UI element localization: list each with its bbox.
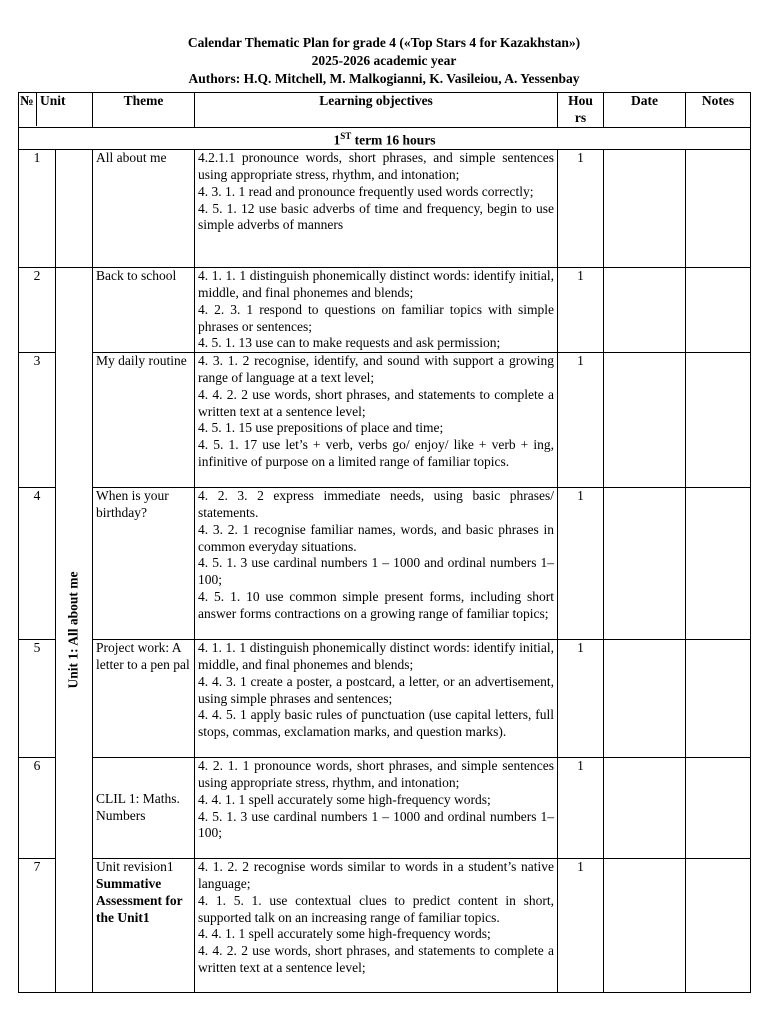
theme-cell [93,758,195,859]
notes-cell[interactable] [686,859,751,993]
theme-text: CLIL 1: Maths. Numbers [96,791,180,824]
hours-cell: 1 [558,859,604,993]
row-number: 5 [19,640,56,758]
objective-item: 4. 2. 1. 1 pronounce words, short phrases, and simple sentences using appropriate stress, rhythm, and intonation; [198,758,555,791]
date-column-header: Date [604,93,686,128]
objective-item: 4. 1. 1. 1 distinguish phonemically distinct words: identify initial, middle, and final phonemes and blends; [198,268,555,301]
theme-assessment-label: Summative Assessment for the Unit1 [96,876,183,925]
theme-text: Unit revision1 [96,859,174,875]
term-heading: 1ST term 16 hours [19,128,751,150]
table-row [19,488,751,640]
objectives-cell [195,859,558,993]
date-cell[interactable] [604,640,686,758]
table-row [19,150,751,268]
objectives-cell [195,150,558,268]
hours-cell: 1 [558,488,604,640]
objectives-column-header: Learning objectives [195,93,558,128]
theme-cell [93,353,195,488]
objective-item: 4. 4. 1. 1 spell accurately some high-frequency words; [198,791,491,807]
unit-column-header: Unit [40,93,66,108]
hours-cell: 1 [558,268,604,353]
unit-cell-empty [56,150,93,268]
objective-item: 4.2.1.1 pronounce words, short phrases, and simple sentences using appropriate stress, rhythm, and intonation; [198,150,555,183]
notes-cell[interactable] [686,268,751,353]
date-cell[interactable] [604,150,686,268]
theme-cell [93,488,195,640]
objectives-cell [195,758,558,859]
objective-item: 4. 2. 3. 1 respond to questions on familiar topics with simple phrases or sentences; [198,301,555,334]
num-column-header: № [19,93,37,126]
objective-item: 4. 3. 2. 1 recognise familiar names, words, and basic phrases in common everyday situations. [198,521,555,554]
notes-cell[interactable] [686,150,751,268]
authors-line: Authors: H.Q. Mitchell, M. Malkogianni, K. Vasileiou, A. Yessenbay [188,71,580,86]
objective-item: 4. 5. 1. 15 use prepositions of place and time; [198,420,444,436]
unit-cell [56,268,93,993]
thematic-plan-table [18,92,751,993]
objective-item: 4. 1. 5. 1. use contextual clues to predict content in short, supported talk on an increasing range of familiar topics. [198,892,555,925]
objectives-cell [195,353,558,488]
theme-cell [93,640,195,758]
notes-cell[interactable] [686,353,751,488]
unit-label: Unit 1: All about me [65,571,81,689]
objective-item: 4. 4. 2. 2 use words, short phrases, and statements to complete a written text at a sentence level; [198,943,555,976]
notes-cell[interactable] [686,488,751,640]
theme-text: When is your birthday? [96,488,169,521]
objectives-cell [195,640,558,758]
row-number: 6 [19,758,56,859]
theme-text: Back to school [96,268,177,284]
academic-year: 2025-2026 academic year [311,53,457,68]
theme-text: My daily routine [96,353,187,369]
objectives-cell [195,488,558,640]
num-unit-header [19,93,93,128]
objective-item: 4. 2. 3. 2 express immediate needs, using basic phrases/ statements. [198,488,555,521]
theme-text: Project work: A letter to a pen pal [96,640,190,673]
date-cell[interactable] [604,353,686,488]
objective-item: 4. 3. 1. 2 recognise, identify, and sound with support a growing range of language at a text level; [198,353,555,386]
table-row [19,758,751,859]
table-row [19,268,751,353]
objective-item: 4. 4. 3. 1 create a poster, a postcard, a letter, or an advertisement, using simple phrases and sentences; [198,673,555,706]
objective-item: 4. 5. 1. 12 use basic adverbs of time and frequency, begin to use simple adverbs of manners [198,200,555,233]
objective-item: 4. 5. 1. 10 use common simple present forms, including short answer forms contractions on a growing range of familiar topics; [198,589,555,621]
date-cell[interactable] [604,268,686,353]
date-cell[interactable] [604,488,686,640]
objective-item: 4. 4. 2. 2 use words, short phrases, and statements to complete a written text at a sentence level; [198,386,555,419]
notes-cell[interactable] [686,758,751,859]
theme-cell [93,268,195,353]
objective-item: 4. 5. 1. 13 use can to make requests and ask permission; [198,335,501,351]
row-number: 7 [19,859,56,993]
row-number: 4 [19,488,56,640]
objective-item: 4. 4. 5. 1 apply basic rules of punctuation (use capital letters, full stops, commas, exclamation marks, and question marks). [198,707,555,740]
objective-item: 4. 1. 1. 1 distinguish phonemically distinct words: identify initial, middle, and final phonemes and blends; [198,640,555,673]
hours-cell: 1 [558,150,604,268]
theme-text: All about me [96,150,167,166]
objective-item: 4. 5. 1. 3 use cardinal numbers 1 – 1000 and ordinal numbers 1– 100; [198,808,555,841]
objective-item: 4. 4. 1. 1 spell accurately some high-frequency words; [198,926,491,942]
objective-item: 4. 1. 2. 2 recognise words similar to words in a student’s native language; [198,859,555,892]
hours-column-header: Hou rs [558,93,604,128]
objective-item: 4. 3. 1. 1 read and pronounce frequently used words correctly; [198,183,534,199]
hours-cell: 1 [558,353,604,488]
objective-item: 4. 5. 1. 17 use let’s + verb, verbs go/ enjoy/ like + verb + ing, infinitive of purpose on a limited range of familiar topics. [198,437,555,470]
objective-item: 4. 5. 1. 3 use cardinal numbers 1 – 1000 and ordinal numbers 1– 100; [198,555,555,588]
row-number: 2 [19,268,56,353]
theme-cell [93,859,195,993]
hours-cell: 1 [558,758,604,859]
table-row [19,353,751,488]
hours-cell: 1 [558,640,604,758]
notes-cell[interactable] [686,640,751,758]
date-cell[interactable] [604,758,686,859]
row-number: 3 [19,353,56,488]
row-number: 1 [19,150,56,268]
theme-cell [93,150,195,268]
table-row [19,859,751,993]
table-row [19,640,751,758]
term-row [19,128,751,150]
document-title: Calendar Thematic Plan for grade 4 («Top Stars 4 for Kazakhstan») [187,35,581,50]
date-cell[interactable] [604,859,686,993]
notes-column-header: Notes [686,93,751,128]
table-header-row [19,93,751,128]
document-header [0,34,768,88]
objectives-cell [195,268,558,353]
theme-column-header: Theme [93,93,195,128]
